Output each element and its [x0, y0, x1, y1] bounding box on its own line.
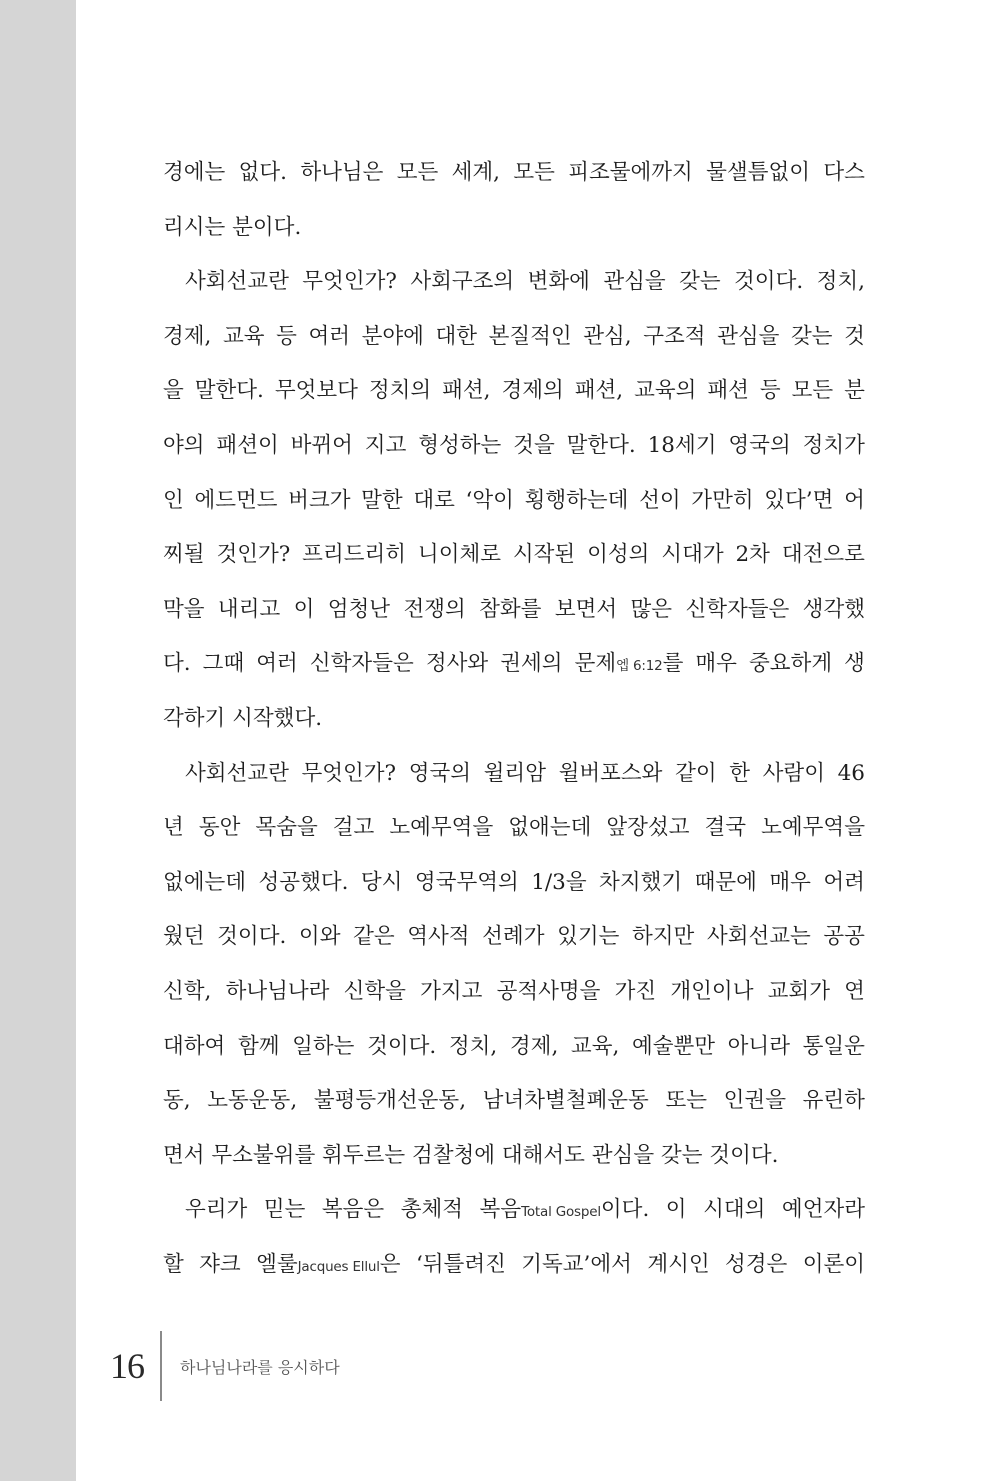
text-line — [163, 1238, 865, 1293]
word: 신학자들은 — [685, 596, 790, 622]
word: 당시 — [360, 869, 403, 895]
word: 모든 — [396, 160, 439, 185]
word: 있기는 — [557, 924, 620, 950]
word: 영국의 — [408, 760, 472, 786]
word: 윌리암 — [483, 760, 546, 786]
body-text — [163, 146, 865, 1292]
word: 하나님나라 — [225, 978, 330, 1004]
word: 남녀차별철폐운동 — [482, 1088, 649, 1114]
word: 같은 — [353, 924, 395, 950]
word: 을 — [163, 378, 184, 404]
text-line — [163, 637, 865, 692]
word: 야의 — [163, 432, 205, 458]
word: 말한다. — [194, 378, 264, 404]
word: 총체적 — [400, 1197, 464, 1223]
word: 어 — [844, 487, 865, 513]
word: 년 — [163, 815, 184, 841]
word: 가진 — [614, 978, 657, 1004]
word: 선례가 — [482, 924, 545, 950]
word: 시대가 — [661, 542, 724, 568]
word: 있다’면 — [764, 487, 834, 513]
word: 분야에 — [361, 323, 424, 349]
text-line — [163, 965, 865, 1020]
word: 정치의 — [368, 378, 432, 404]
word: 것인가? — [216, 542, 291, 568]
word: 니이체로 — [417, 542, 501, 568]
word: 이론이 — [802, 1251, 865, 1277]
word: 목숨을 — [255, 815, 318, 841]
word: 본질적인 — [488, 323, 572, 349]
word: 영국무역의 — [414, 869, 519, 895]
word: 앞장섰고 — [606, 815, 690, 841]
word: 세계, — [451, 160, 500, 185]
word: 갖는 — [790, 323, 833, 349]
word: 예술뿐만 — [631, 1033, 716, 1059]
word: 없애는데 — [508, 815, 592, 841]
word: 노예무역을 — [389, 815, 494, 841]
word: 것이다. — [734, 269, 804, 295]
text-segment: 각하기 시작했다. — [163, 705, 323, 731]
text-line — [163, 910, 865, 965]
word: 개인이나 — [670, 978, 754, 1004]
word: 사회구조의 — [410, 269, 515, 295]
word: 이성의 — [587, 542, 650, 568]
text-line — [163, 255, 865, 310]
word: 복음은 — [321, 1197, 385, 1223]
word: 등 — [276, 323, 297, 349]
word: 엄청난 — [327, 596, 391, 622]
word: 경제, — [163, 323, 212, 349]
word: 패션, — [442, 378, 491, 404]
word: 것이다. — [367, 1033, 437, 1059]
word: 바뀌어 — [290, 432, 353, 458]
word: 쟈크 — [199, 1251, 241, 1277]
text-line — [163, 583, 865, 638]
footer-divider — [160, 1331, 162, 1401]
word: 신학, — [163, 978, 212, 1004]
word: 신학을 — [343, 978, 406, 1004]
word: 패션이 — [216, 432, 279, 458]
text-line — [163, 1020, 865, 1075]
word: 노동운동, — [207, 1088, 298, 1114]
running-title: 하나님나라를 응시하다 — [180, 1357, 340, 1377]
word: 매우 — [769, 869, 811, 895]
word: 것이다. — [217, 924, 287, 950]
word: 대전으로 — [781, 542, 865, 568]
word: 것 — [844, 323, 865, 349]
page-number: 16 — [110, 1346, 144, 1386]
word: 결국 — [704, 815, 747, 841]
word: 걸고 — [332, 815, 375, 841]
word: 시대의 — [703, 1197, 766, 1223]
word: 2차 — [735, 542, 770, 568]
word: 이와 — [298, 924, 341, 950]
inline-annotation: Total Gospel — [521, 1204, 601, 1221]
text-line — [163, 1183, 865, 1238]
word: 계시인 — [647, 1251, 710, 1277]
word: 믿는 — [263, 1197, 306, 1223]
word: 선이 — [639, 487, 681, 513]
word: 내리고 — [217, 596, 281, 622]
word: 어려 — [823, 869, 865, 895]
word: 보면서 — [554, 596, 618, 622]
word: 교육의 — [634, 378, 697, 404]
word: 말한 — [361, 487, 403, 513]
word: 일하는 — [292, 1033, 355, 1059]
word: 다. — [163, 651, 191, 677]
word: 막을 — [163, 596, 205, 622]
word: 윌버포스와 — [558, 760, 663, 786]
word: 등 — [759, 378, 781, 404]
word-with-annotation: 문제엡 6:12를 — [574, 651, 684, 677]
text-segment: 면서 무소불위를 휘두르는 검찰청에 대해서도 관심을 갖는 것이다. — [163, 1142, 779, 1168]
word: 찌될 — [163, 542, 205, 568]
word: 46 — [837, 760, 865, 786]
text-line — [163, 201, 865, 256]
word: 관심을 — [603, 269, 666, 295]
word: 말한다. — [566, 432, 636, 458]
word-with-annotation: 엘룰Jacques Ellul은 — [256, 1251, 401, 1277]
word: 경에는 — [163, 160, 226, 185]
word: 하지만 — [632, 924, 695, 950]
word: 한 — [729, 760, 751, 786]
text-segment: 리시는 분이다. — [163, 214, 302, 240]
word: 정치, — [816, 269, 865, 295]
text-line — [163, 528, 865, 583]
text-line — [163, 364, 865, 419]
word: 없다. — [238, 160, 288, 185]
text-line — [163, 747, 865, 802]
word: 많은 — [630, 596, 673, 622]
word: 여러 — [308, 323, 350, 349]
word: 웠던 — [163, 924, 205, 950]
word: 동, — [163, 1088, 191, 1114]
word: 없에는데 — [163, 869, 247, 895]
word: ‘악이 — [465, 487, 514, 513]
word: 모든 — [791, 378, 834, 404]
word: 정치가 — [802, 432, 865, 458]
word: 인 — [163, 487, 184, 513]
word: 통일운 — [802, 1033, 865, 1059]
word: 피조물에까지 — [568, 160, 693, 185]
text-line — [163, 310, 865, 365]
word: 노예무역을 — [761, 815, 865, 841]
word: 공공 — [823, 924, 865, 950]
word: 사회선교는 — [706, 924, 811, 950]
word: 경제, — [509, 1033, 559, 1059]
word: 함께 — [237, 1033, 280, 1059]
word: 구조적 — [643, 323, 706, 349]
word: 에드먼드 — [194, 487, 278, 513]
word: 패션 — [707, 378, 749, 404]
page-gutter — [0, 0, 76, 1481]
word: 이 — [293, 596, 315, 622]
word: 신학자들은 — [309, 651, 414, 677]
word: 역사적 — [407, 924, 470, 950]
word: 불평등개선운동, — [313, 1088, 467, 1114]
word: 생 — [844, 651, 865, 677]
word: 우리가 — [185, 1197, 248, 1223]
word: 교육, — [570, 1033, 620, 1059]
word: 권세의 — [500, 651, 563, 677]
text-line — [163, 419, 865, 474]
word: 1/3을 — [531, 869, 587, 895]
word: 무엇보다 — [274, 378, 358, 404]
word: 같이 — [675, 760, 717, 786]
page-footer — [110, 1331, 340, 1401]
word: 대한 — [435, 323, 477, 349]
word: 그때 — [202, 651, 245, 677]
text-line — [163, 692, 865, 747]
word: ‘뒤틀려진 — [415, 1251, 506, 1277]
word: 기독교’에서 — [521, 1251, 632, 1277]
text-line — [163, 146, 865, 201]
word: 시작된 — [512, 542, 576, 568]
word: 관심을 — [717, 323, 780, 349]
word: 사회선교란 — [185, 269, 289, 295]
word: 중요하게 — [749, 651, 833, 677]
word: 아니라 — [727, 1033, 790, 1059]
word: 정치, — [448, 1033, 498, 1059]
word: 무엇인가? — [302, 269, 397, 295]
text-line — [163, 474, 865, 529]
word: 교육 — [222, 323, 265, 349]
word: 예언자라 — [781, 1197, 865, 1223]
word: 가만히 — [691, 487, 754, 513]
word: 동안 — [198, 815, 241, 841]
word: 전쟁의 — [403, 596, 466, 622]
word: 매우 — [695, 651, 737, 677]
text-line — [163, 856, 865, 911]
word: 영국의 — [728, 432, 791, 458]
word-with-annotation: 복음Total Gospel이다. — [479, 1197, 650, 1223]
word: 갖는 — [679, 269, 721, 295]
word: 하나님은 — [300, 160, 384, 185]
word: 것을 — [513, 432, 555, 458]
word: 여러 — [256, 651, 298, 677]
word: 또는 — [665, 1088, 708, 1114]
word: 횡행하는데 — [524, 487, 629, 513]
word: 물샐틈없이 — [706, 160, 811, 185]
word: 연 — [844, 978, 865, 1004]
word: 버크가 — [288, 487, 351, 513]
word: 가지고 — [420, 978, 483, 1004]
word: 다스 — [823, 160, 865, 185]
word: 모든 — [513, 160, 555, 185]
inline-annotation: 엡 6:12 — [616, 658, 663, 675]
word: 패션, — [574, 378, 624, 404]
text-line — [163, 1129, 865, 1184]
word: 프리드리히 — [302, 542, 407, 568]
word: 교회가 — [767, 978, 830, 1004]
word: 분 — [844, 378, 865, 404]
word: 관심, — [583, 323, 632, 349]
word: 경제의 — [501, 378, 564, 404]
word: 정사와 — [425, 651, 489, 677]
word: 차지했기 — [599, 869, 683, 895]
word: 공적사명을 — [496, 978, 601, 1004]
word: 대로 — [413, 487, 455, 513]
text-line — [163, 801, 865, 856]
word: 변화에 — [527, 269, 590, 295]
word: 대하여 — [163, 1033, 226, 1059]
word: 유린하 — [802, 1088, 865, 1114]
word: 성공했다. — [258, 869, 349, 895]
word: 때문에 — [694, 869, 757, 895]
word: 사람이 — [762, 760, 825, 786]
word: 지고 — [364, 432, 407, 458]
word: 인권을 — [723, 1088, 786, 1114]
word: 이 — [665, 1197, 687, 1223]
word: 생각했 — [802, 596, 865, 622]
word: 사회선교란 — [185, 760, 289, 786]
word: 할 — [163, 1251, 184, 1277]
word: 성경은 — [725, 1251, 788, 1277]
text-line — [163, 1074, 865, 1129]
word: 형성하는 — [418, 432, 502, 458]
word: 참화를 — [479, 596, 542, 622]
word: 18세기 — [647, 432, 717, 458]
inline-annotation: Jacques Ellul — [297, 1258, 380, 1275]
word: 무엇인가? — [301, 760, 397, 786]
